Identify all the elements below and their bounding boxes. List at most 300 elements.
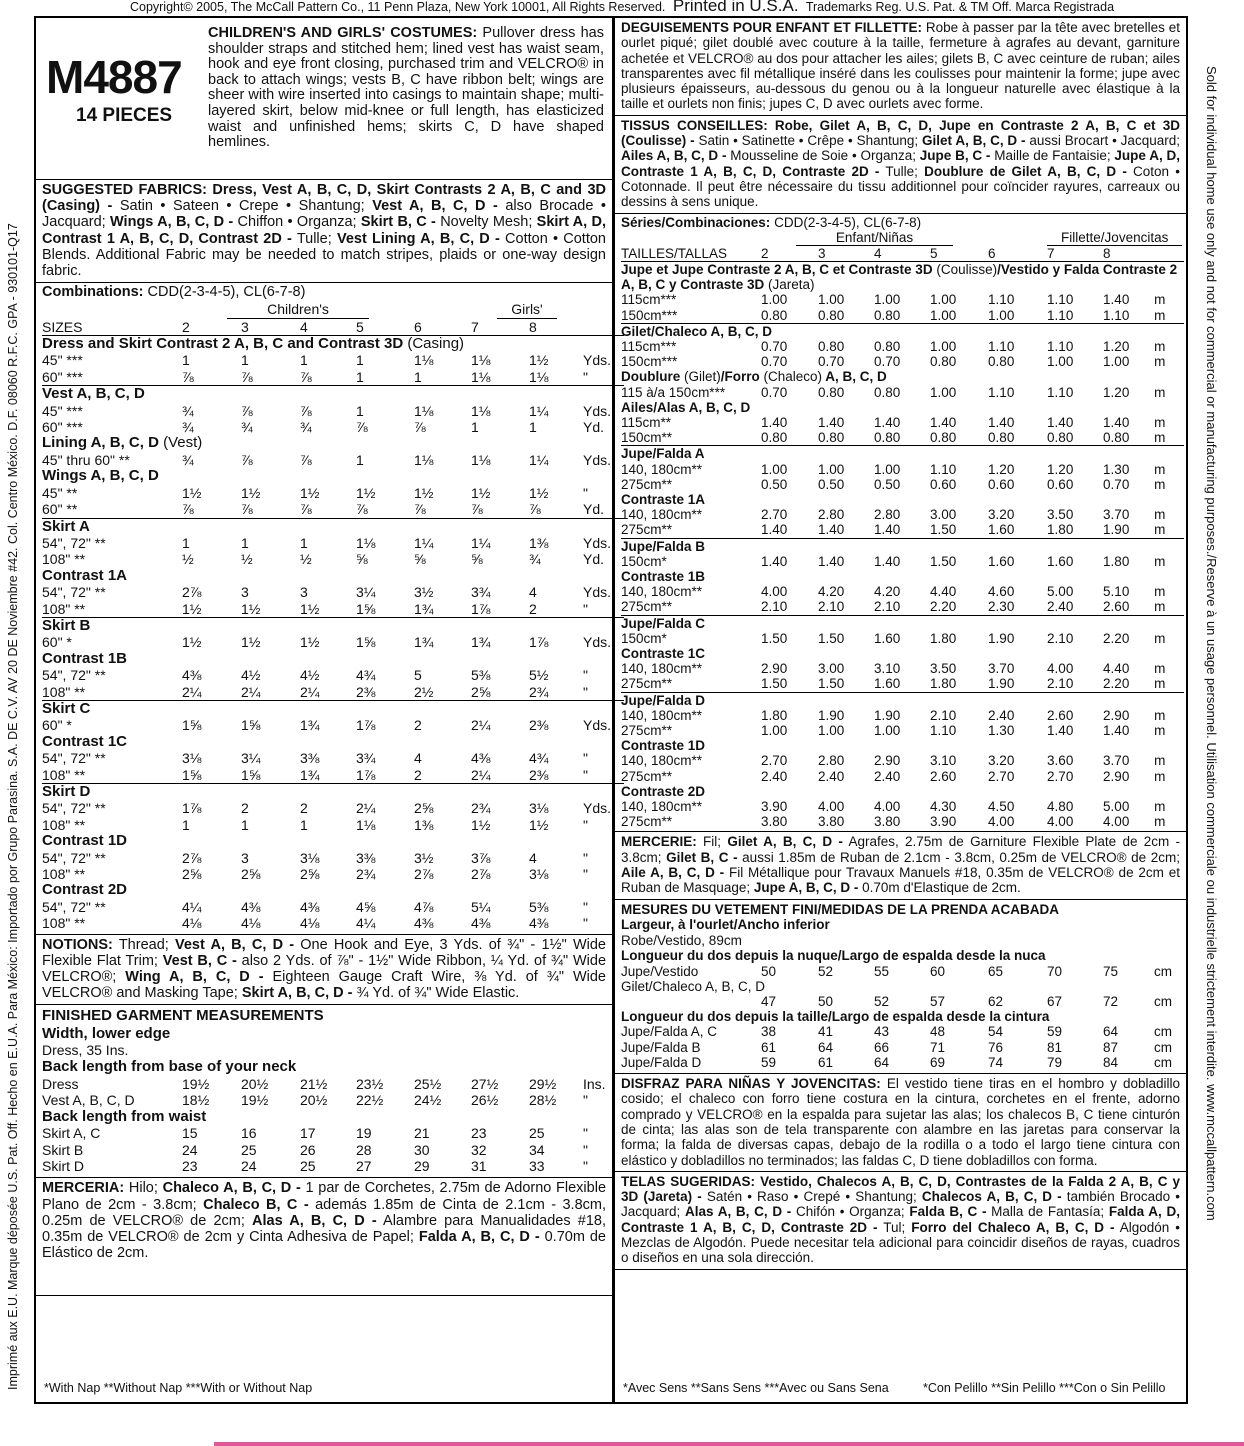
- cell-value: 24: [182, 1141, 198, 1158]
- cell-value: 3.10: [874, 661, 901, 677]
- footnote-left: *With Nap **Without Nap ***With or Without Nap: [44, 1381, 313, 1395]
- cell-value: 79: [1047, 1054, 1063, 1070]
- cell-value: 2.70: [988, 768, 1015, 784]
- mercerie-text: aussi 1.85m de Ruban de 2.1cm - 3.8cm, 0.25m de VELCRO® de 2cm;: [737, 849, 1180, 865]
- cell-value: 3.00: [930, 507, 957, 523]
- cell-value: 1⅞: [182, 800, 202, 817]
- block-title-part: (Coulisse): [932, 261, 998, 277]
- table-row: [42, 784, 624, 801]
- fabrics-text: Cotton • Cotton Blends. Additional Fabric may be needed to match stripes, plaids or one-way design fabric.: [42, 230, 606, 280]
- cell-value: 1.40: [1047, 415, 1074, 430]
- fabrics-bold: Skirt A, D, Contrast 1 A, B, C, D, Contrast 2D -: [42, 214, 607, 247]
- row-unit: ": [583, 766, 588, 783]
- block-title: [621, 615, 1184, 631]
- cell-value: 4⅛: [241, 915, 261, 932]
- piece-count: 14 PIECES: [76, 105, 173, 126]
- cell-value: 4¾: [356, 667, 376, 684]
- table-row: [42, 1158, 624, 1174]
- cell-value: 4: [414, 750, 422, 767]
- size-8: 8: [1103, 245, 1111, 261]
- cell-value: 1: [356, 368, 364, 385]
- row-label: 54", 72" **: [42, 667, 106, 684]
- row-label: 45" ***: [42, 402, 83, 419]
- row-unit: Ins.: [583, 1075, 606, 1092]
- pattern-info-sheet: [34, 16, 1188, 1404]
- cell-value: 64: [874, 1054, 890, 1070]
- cell-value: 1.50: [761, 630, 788, 646]
- sub-title-part: Contraste 1A: [621, 492, 706, 508]
- row-unit: ": [583, 1157, 588, 1174]
- row-unit: Yds.: [583, 402, 612, 419]
- cell-value: 1¼: [471, 534, 491, 551]
- fr-fabrics-bold: Ailes A, B, C, D -: [621, 148, 727, 164]
- cell-value: 0.70: [761, 354, 788, 370]
- french-spanish-column: [612, 18, 1186, 1402]
- table-row: [42, 651, 624, 667]
- table-row: [42, 468, 624, 484]
- cell-value: 3: [300, 584, 308, 601]
- cell-value: 2.80: [818, 753, 845, 769]
- cell-value: 2.10: [818, 599, 845, 615]
- size-7: 7: [471, 318, 479, 335]
- table-row: [42, 767, 624, 784]
- fabrics-text: Chiffon • Organza;: [233, 214, 361, 231]
- cell-value: 64: [818, 1039, 834, 1055]
- es-fabrics-bold: Forro del Chaleco A, B, C, D -: [911, 1219, 1115, 1235]
- size-2: 2: [761, 245, 769, 261]
- cell-value: ⅞: [356, 419, 368, 436]
- cell-value: 1⅝: [241, 766, 261, 783]
- cell-value: 1⅞: [356, 717, 376, 734]
- cell-value: 1: [300, 352, 308, 369]
- row-label: 60" ***: [42, 368, 83, 385]
- row-unit: m: [1154, 799, 1166, 815]
- cell-value: 1.40: [930, 415, 957, 430]
- block-title: [621, 261, 1184, 292]
- row-label: Vest A, B, C, D: [42, 1092, 135, 1109]
- row-unit: Yd.: [583, 551, 605, 568]
- cell-value: 1½: [300, 484, 320, 501]
- cell-value: 0.80: [874, 307, 901, 323]
- spacer: [42, 301, 182, 318]
- merceria-bold: Falda A, B, C, D -: [418, 1228, 540, 1245]
- cell-value: 33: [529, 1157, 545, 1174]
- fr-fabrics-text: aussi Brocart • Jacquard;: [1025, 133, 1180, 149]
- width-title: Width, lower edge: [42, 1025, 171, 1043]
- cell-value: 2¼: [241, 683, 261, 700]
- cell-value: 1.20: [1103, 384, 1130, 400]
- cell-value: 0.70: [761, 338, 788, 354]
- row-label: 108" **: [42, 766, 86, 783]
- row-label: 275cm**: [621, 476, 673, 492]
- spanish-description: [615, 1074, 1186, 1172]
- es-fabrics-bold: Chalecos A, B, C, D -: [921, 1189, 1062, 1205]
- cell-value: 47: [761, 994, 777, 1010]
- cell-value: ⅞: [182, 368, 194, 385]
- block-title-part: Vest A, B, C, D: [42, 385, 145, 403]
- cell-value: 3.20: [988, 753, 1015, 769]
- block-title-part: Jupe/Falda D: [621, 692, 706, 708]
- sub-title-part: Lining A, B, C, D: [42, 434, 159, 452]
- cell-value: 2.60: [930, 768, 957, 784]
- cell-value: 1½: [300, 600, 320, 617]
- row-label: 108" **: [42, 683, 86, 700]
- spanish-fabrics: [615, 1172, 1186, 1270]
- size-group-children-label: Children's: [227, 301, 369, 318]
- block-title: [42, 518, 624, 535]
- table-row: [621, 339, 1184, 354]
- cell-value: 28½: [529, 1092, 557, 1109]
- cell-value: 1.10: [1047, 307, 1074, 323]
- side-note-left: Imprimé aux E.U. Marque déposée U.S. Pat. Off. Hecho en E.U.A. Para México: Importado por Grupo Parasina. S.A. DE C.V. AV 20 DE Noviembre #42. Col. Centro México. D.F. 08060 R.F.C. GPA - 930101-Q17: [6, 223, 20, 1390]
- cell-value: 1.60: [988, 553, 1015, 569]
- cell-value: 0.80: [761, 307, 788, 323]
- row-unit: Yd.: [583, 419, 605, 436]
- row-label: 60" ***: [42, 419, 83, 436]
- cell-value: 2.10: [1047, 676, 1074, 692]
- cell-value: 22½: [356, 1092, 384, 1109]
- cell-value: 2⅞: [182, 584, 202, 601]
- cell-value: 4⅛: [182, 915, 202, 932]
- cell-value: 2.90: [761, 661, 788, 677]
- fr-fabrics-text: Satin • Satinette • Crêpe • Shantung;: [694, 133, 922, 149]
- size-group-girls: [471, 301, 583, 318]
- cell-value: 3.80: [761, 814, 788, 830]
- cell-value: 1.60: [1047, 553, 1074, 569]
- cell-value: 30: [414, 1141, 430, 1158]
- size-group-children: [182, 301, 414, 318]
- table-row: [42, 336, 624, 353]
- table-row: [621, 369, 1184, 384]
- footnote-right-es: *Con Pelillo **Sin Pelillo ***Con o Sin Pelillo: [923, 1381, 1166, 1395]
- neck-row-label: Jupe/Vestido: [621, 963, 699, 979]
- block-title-part: Skirt C: [42, 699, 91, 717]
- cell-value: 74: [988, 1054, 1004, 1070]
- row-label: Skirt A, C: [42, 1125, 101, 1142]
- cell-value: 2⅝: [182, 866, 202, 883]
- sub-title-part: Contrast 1C: [42, 732, 128, 750]
- cell-value: 1: [300, 816, 308, 833]
- row-unit: m: [1154, 307, 1166, 323]
- table-row: [42, 568, 624, 584]
- spacer: [988, 230, 1047, 246]
- cell-value: 1.40: [1103, 292, 1130, 308]
- cell-value: 1.80: [930, 676, 957, 692]
- cell-value: 2¼: [300, 683, 320, 700]
- cell-value: 24½: [414, 1092, 442, 1109]
- cell-value: 0.80: [818, 430, 845, 446]
- cell-value: 52: [874, 994, 890, 1010]
- row-unit: m: [1154, 661, 1166, 677]
- table-row: [621, 769, 1184, 784]
- cell-value: 4.00: [818, 799, 845, 815]
- cell-value: 1⅛: [471, 451, 491, 468]
- mesures-width-line: Robe/Vestido, 89cm: [621, 932, 742, 948]
- fabrics-bold: Skirt B, C -: [360, 214, 436, 231]
- table-row: [42, 551, 624, 567]
- row-unit: Yds.: [583, 717, 612, 734]
- cell-value: 3.70: [1103, 507, 1130, 523]
- cell-value: 69: [930, 1054, 946, 1070]
- cell-value: 0.80: [874, 338, 901, 354]
- mesures-width-title: Largeur, à l'ourlet/Ancho inferior: [621, 917, 830, 933]
- cell-value: 23: [182, 1157, 198, 1174]
- cell-value: 1½: [529, 816, 549, 833]
- row-unit: m: [1154, 507, 1166, 523]
- row-unit: m: [1154, 415, 1166, 430]
- sub-block-title: [621, 784, 1184, 799]
- sub-title-part: Contraste 1D: [621, 738, 706, 754]
- cell-value: 0.70: [818, 354, 845, 370]
- table-row: [621, 477, 1184, 492]
- row-unit: ": [583, 915, 588, 932]
- cell-value: 1.10: [1047, 292, 1074, 308]
- cell-value: 48: [930, 1024, 946, 1040]
- es-fabrics-text: Malla de Fantasía;: [986, 1204, 1109, 1220]
- cell-value: 19½: [241, 1092, 269, 1109]
- spacer: [621, 994, 761, 1009]
- cell-value: ⅞: [241, 451, 253, 468]
- cell-value: 1: [182, 352, 190, 369]
- cell-value: ⅝: [356, 551, 368, 568]
- cell-value: 2.40: [818, 768, 845, 784]
- cell-value: 1.10: [1047, 384, 1074, 400]
- cell-value: 3.80: [874, 814, 901, 830]
- cell-value: 3⅜: [300, 750, 320, 767]
- size-8: 8: [529, 318, 537, 335]
- cell-value: 1.00: [818, 723, 845, 739]
- cell-value: 1⅛: [414, 451, 434, 468]
- row-unit: ": [583, 1141, 588, 1158]
- cell-value: 71: [930, 1039, 946, 1055]
- sub-title-part: Contrast 2D: [42, 881, 128, 899]
- fr-fabrics-lead: TISSUS CONSEILLES: Robe, Gilet A, B, C, D, Jupe en Contraste 2 A, B, C et 3D (Coulisse) -: [621, 117, 1180, 149]
- cell-value: ¾: [529, 551, 541, 568]
- table-row: [42, 667, 624, 683]
- row-label: 140, 180cm**: [621, 799, 703, 815]
- block-title-part: (Casing): [403, 335, 465, 353]
- notions-section: [36, 935, 612, 1006]
- row-unit: ": [583, 484, 588, 501]
- row-unit: Yds.: [583, 634, 612, 651]
- table-row: [42, 535, 624, 551]
- cell-value: 3.90: [761, 799, 788, 815]
- table-row: [42, 301, 624, 318]
- cell-value: 1.40: [988, 415, 1015, 430]
- cell-value: 2¼: [471, 717, 491, 734]
- table-row: [621, 415, 1184, 430]
- row-label: 54", 72" **: [42, 750, 106, 767]
- cell-value: ⅞: [414, 501, 426, 518]
- size-3: 3: [241, 318, 249, 335]
- cell-value: 2.90: [1103, 768, 1130, 784]
- sub-block-title: [621, 400, 1184, 415]
- cell-value: 0.60: [930, 476, 957, 492]
- cell-value: 1.40: [874, 522, 901, 538]
- row-unit: Yds.: [583, 584, 612, 601]
- cell-value: 3.50: [930, 661, 957, 677]
- sizes-label: TAILLES/TALLAS: [621, 245, 728, 261]
- cell-value: 0.50: [761, 476, 788, 492]
- es-desc-title: DISFRAZ PARA NIÑAS Y JOVENCITAS:: [621, 1076, 881, 1092]
- table-row: [42, 866, 624, 882]
- cell-value: 67: [1047, 994, 1063, 1010]
- row-label: 108" **: [42, 551, 86, 568]
- fr-fabrics-text: Maille de Fantaisie;: [990, 148, 1115, 164]
- cell-value: 1¼: [529, 451, 549, 468]
- cell-value: 2½: [414, 683, 434, 700]
- merceria-bold: Chaleco A, B, C, D -: [162, 1180, 301, 1197]
- neck-row-label: Gilet/Chaleco A, B, C, D: [621, 978, 766, 994]
- cell-value: 1: [241, 352, 249, 369]
- row-label: 275cm**: [621, 768, 673, 784]
- cell-value: 4: [529, 584, 537, 601]
- spacer: [1154, 246, 1184, 262]
- cell-value: 4: [529, 849, 537, 866]
- table-row: [621, 230, 1184, 246]
- mercerie-section: [615, 832, 1186, 899]
- row-label: 108" **: [42, 866, 86, 883]
- cell-value: 1⅜: [414, 816, 434, 833]
- table-row: [621, 661, 1184, 676]
- block-title-part: Skirt D: [42, 783, 91, 800]
- mercerie-bold: Aile A, B, C, D -: [621, 865, 725, 881]
- block-title-part: Jupe et Jupe Contraste 2 A, B, C et Contraste 3D: [621, 261, 933, 277]
- cell-value: 1⅛: [471, 352, 491, 369]
- table-row: [42, 501, 624, 518]
- cell-value: 3¾: [471, 584, 491, 601]
- cell-value: 1⅛: [471, 368, 491, 385]
- top-copyright-line: [0, 0, 1244, 16]
- row-unit: cm: [1154, 1054, 1172, 1070]
- cell-value: 2.10: [874, 599, 901, 615]
- cell-value: 5.00: [1047, 584, 1074, 600]
- cell-value: 66: [874, 1039, 890, 1055]
- cell-value: 1: [356, 451, 364, 468]
- header-section: [36, 18, 612, 180]
- cell-value: 1½: [529, 352, 549, 369]
- table-row: [42, 700, 624, 717]
- row-label: 60" *: [42, 717, 72, 734]
- table-row: [621, 1055, 1184, 1070]
- cell-value: 1: [414, 368, 422, 385]
- row-label: 115cm**: [621, 415, 672, 430]
- spacer: [414, 301, 471, 318]
- cell-value: 2⅞: [414, 866, 434, 883]
- cell-value: 1.90: [988, 676, 1015, 692]
- row-unit: cm: [1154, 963, 1172, 979]
- cell-value: 2⅝: [471, 683, 491, 700]
- cell-value: 1⅝: [182, 766, 202, 783]
- row-label: 140, 180cm**: [621, 507, 703, 523]
- mesures-section: [615, 900, 1186, 1074]
- cell-value: 29: [414, 1157, 430, 1174]
- table-row: [621, 994, 1184, 1009]
- cell-value: 1.10: [930, 723, 957, 739]
- cell-value: 1⅛: [356, 534, 376, 551]
- cell-value: 60: [930, 963, 946, 979]
- cell-value: 2: [414, 766, 422, 783]
- es-fabrics-lead: TELAS SUGERIDAS: Vestido, Chalecos A, B, C, D, Contrastes de la Falda 2 A, B, C y 3D (Jareta) -: [621, 1173, 1180, 1205]
- row-unit: ": [583, 750, 588, 767]
- cell-value: 34: [529, 1141, 545, 1158]
- cell-value: 1.00: [761, 292, 788, 308]
- cell-value: 1.40: [1103, 723, 1130, 739]
- cell-value: ¾: [182, 451, 194, 468]
- row-label: Jupe/Falda A, C: [621, 1024, 718, 1040]
- cell-value: 1: [241, 816, 249, 833]
- table-row: [42, 369, 624, 386]
- cell-value: 2.70: [761, 753, 788, 769]
- back-waist-title: Back length from waist: [42, 1107, 207, 1125]
- cell-value: 3⅛: [529, 866, 549, 883]
- fr-fabrics-bold: Jupe B, C -: [919, 148, 991, 164]
- cell-value: 1½: [356, 484, 376, 501]
- cell-value: 1¾: [414, 600, 434, 617]
- cell-value: 2⅜: [529, 766, 549, 783]
- table-row: [621, 308, 1184, 324]
- block-title: [42, 617, 624, 634]
- cell-value: 2.90: [874, 753, 901, 769]
- table-row: [621, 692, 1184, 708]
- row-label: Jupe/Falda D: [621, 1054, 702, 1070]
- cell-value: 0.80: [930, 430, 957, 446]
- cell-value: 1.10: [988, 384, 1015, 400]
- cell-value: 1.50: [930, 553, 957, 569]
- row-label: 115 à/a 150cm***: [621, 384, 726, 400]
- fabrics-bold: Wings A, B, C, D -: [110, 214, 234, 231]
- cell-value: 1: [356, 402, 364, 419]
- row-unit: Yds.: [583, 534, 612, 551]
- fabrics-text: Tulle;: [291, 230, 337, 247]
- row-unit: m: [1154, 384, 1166, 400]
- footnote-right-fr: *Avec Sens **Sans Sens ***Avec ou Sans Sena: [623, 1381, 889, 1395]
- merceria-lead: MERCERIA:: [42, 1180, 125, 1197]
- finished-measurements: [36, 1005, 612, 1178]
- row-label: 54", 72" **: [42, 584, 106, 601]
- cell-value: 1¼: [414, 534, 434, 551]
- spacer: [621, 230, 761, 246]
- notions-bold: Skirt A, B, C, D -: [241, 985, 353, 1002]
- finished-title: FINISHED GARMENT MEASUREMENTS: [42, 1007, 324, 1025]
- cell-value: 4.00: [1103, 814, 1130, 830]
- table-row: [621, 400, 1184, 415]
- table-row: [621, 492, 1184, 507]
- row-unit: m: [1154, 753, 1166, 769]
- row-label: 60" *: [42, 634, 72, 651]
- cell-value: 1⅝: [241, 717, 261, 734]
- cell-value: 1.80: [930, 630, 957, 646]
- cell-value: 17: [300, 1125, 316, 1142]
- row-unit: m: [1154, 599, 1166, 615]
- cell-value: 2.40: [988, 707, 1015, 723]
- cell-value: 3.80: [818, 814, 845, 830]
- description-text: Pullover dress has shoulder straps and stitched hem; lined vest has waist seam, hook and eye front closing, purchased trim and VELCRO® in back to attach wings; vests B, C have ribbon belt; wings are sheer with wire inserted into casings to maintain shape; multi-layered skirt, below mid-knee or full length, has elasticized waist and unfinished hems; skirts C, D have shaped hemlines.: [208, 25, 604, 151]
- cell-value: 2¼: [356, 800, 376, 817]
- cell-value: 0.80: [874, 384, 901, 400]
- sub-title-part: /Forro: [720, 369, 760, 385]
- cell-value: 2.70: [1047, 768, 1074, 784]
- pattern-code: M4887: [46, 51, 182, 103]
- es-fabrics-text: también Brocado • Jacquard;: [621, 1189, 1180, 1220]
- cell-value: 2.40: [761, 768, 788, 784]
- cell-value: 1: [356, 352, 364, 369]
- sub-block-title: [42, 568, 624, 584]
- cell-value: 5: [414, 667, 422, 684]
- cell-value: 1.50: [818, 676, 845, 692]
- row-unit: m: [1154, 814, 1166, 830]
- table-row: [621, 738, 1184, 753]
